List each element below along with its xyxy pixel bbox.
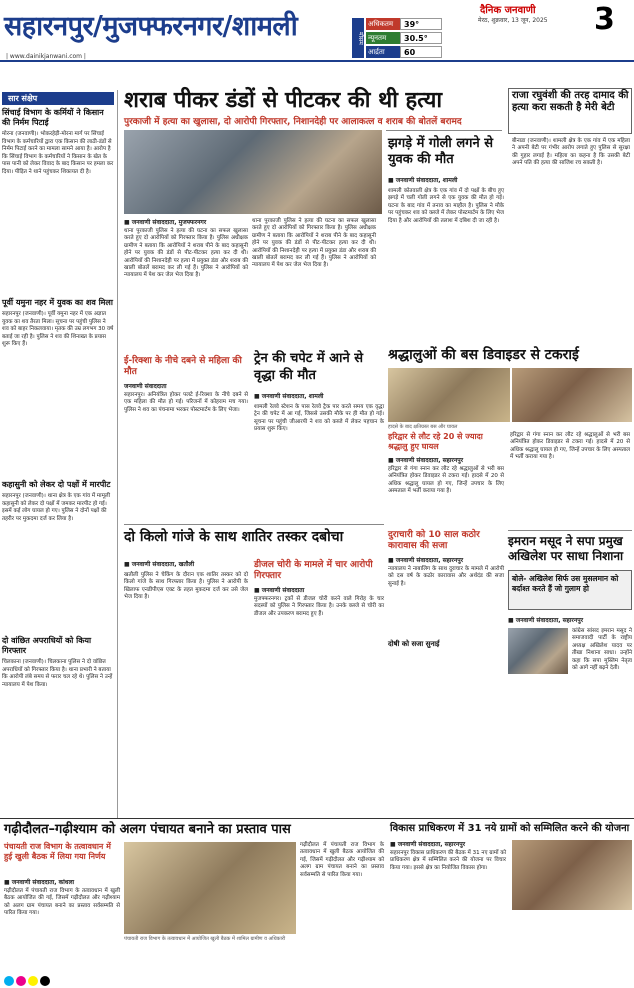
authority-photo <box>512 840 632 910</box>
website-url[interactable]: | www.dainikjanwani.com | <box>6 53 86 60</box>
sidebar-item <box>2 108 114 177</box>
story-body: खतौली पुलिस ने चेकिंग के दौरान एक शातिर तस्कर को दो किलो गांजे के साथ गिरफ्तार किया है। पुलिस ने आरोपी के खिलाफ एनडीपीएस एक्ट के तहत मुकदमा दर्ज कर उसे जेल भेज दिया है। <box>124 572 248 601</box>
story-byline: ■ जनवाणी संवाददाता, खतौली <box>124 561 195 568</box>
quote-body: बीनाडा (जनवाणी)। शामली क्षेत्र के एक गांव में एक महिला ने अपनी बेटी पर गंभीर आरोप लगाते हुए पुलिस से सुरक्षा की गुहार लगाई है। महिला का कहना है कि उसकी बेटी अपने पति की हत्या की साजिश रच सकती है। <box>512 138 630 167</box>
lead-headline: शराब पीकर डंडों से पीटकर की थी हत्या <box>124 88 443 113</box>
paper-logo: दैनिक जनवाणी <box>480 5 536 16</box>
sidebar-item-title: सिंचाई विभाग के कर्मियों ने किसान की निर्मम पिटाई <box>2 108 104 127</box>
lead-byline: ■ जनवाणी संवाददाता, मुजफ्फरनगर <box>124 219 207 226</box>
weather-min: न्यूनतम 30.5° <box>366 32 442 44</box>
story-headline: विकास प्राधिकरण में 31 नये ग्रामों को सम्मिलित करने की योजना <box>390 823 630 834</box>
story-body: गढ़ीदौलत में पंचायती राज विभाग के तत्वावधान में खुली बैठक आयोजित की गई, जिसमें गढ़ीदौलत और गढ़ीश्याम को अलग ग्राम पंचायत बनाने का प्रस्ताव सर्वसम्मति से पारित किया गया। <box>4 888 120 917</box>
publication-date: मेरठ, शुक्रवार, 13 जून, 2025 <box>478 17 548 24</box>
weather-box <box>352 18 444 62</box>
story-byline: ■ जनवाणी संवाददाता, शामली <box>254 393 324 400</box>
story-body: न्यायालय ने नाबालिग के साथ दुराचार के मामले में आरोपी को दस वर्ष के कठोर कारावास और अर्थदंड की सजा सुनाई है। <box>388 566 504 587</box>
story-headline: ट्रेन की चपेट में आने से वृद्धा की मौत <box>254 351 364 383</box>
story-byline: ■ जनवाणी संवाददाता, सहारनपुर <box>390 841 466 848</box>
story-headline: झगड़े में गोली लगने से युवक की मौत <box>388 136 493 167</box>
lead-body-cont: थाना पुरकाजी पुलिस ने हत्या की घटना का सफल खुलासा करते हुए दो आरोपियों को गिरफ्तार किया है। पुलिस अधीक्षक ग्रामीण ने बताया कि आरोपियों ने शराब पीने के बाद कहासुनी होने पर युवक की डंडों से पीट-पीटकर हत्या कर दी थी। आरोपियों की निशानदेही पर हत्या में प्रयुक्त डंडा और शराब की खाली बोतलें बरामद कर ली गई हैं। पुलिस ने आरोपियों को न्यायालय में पेश कर जेल भेज दिया है। <box>252 218 376 269</box>
story-byline: ■ जनवाणी संवाददाता, कांधला <box>4 879 75 886</box>
sidebar-label: सार संक्षेप <box>2 92 114 105</box>
story-headline: डीजल चोरी के मामले में चार आरोपी गिरफ्तार <box>254 560 373 581</box>
lead-subheadline: पुरकाजी में हत्या का खुलासा, दो आरोपी गिरफ्तार, निशानदेही पर आलाकत्ल व शराब की बोतलें बरामद <box>124 117 462 127</box>
lead-photo <box>124 130 382 214</box>
sidebar-item <box>2 298 114 349</box>
story-headline: ई-रिक्शा के नीचे दबने से महिला की मौत <box>124 356 242 377</box>
top-strip <box>0 64 634 86</box>
sidebar-item-body: सहारनपुर (जनवाणी)। पूर्वी यमुना नहर में एक अज्ञात युवक का शव तैरता मिला। सूचना पर पहुंची पुलिस ने शव को बाहर निकलवाया। मृतक की उम्र लगभग 30 वर्ष बताई जा रही है। पुलिस ने शव की शिनाख्त के प्रयास शुरू किए हैं। <box>2 311 114 348</box>
divider <box>124 524 384 525</box>
sidebar-item-title: कहासुनी को लेकर दो पक्षों में मारपीट <box>2 480 111 489</box>
story-body: सहारनपुर विकास प्राधिकरण की बैठक में 31 नए ग्रामों को प्राधिकरण क्षेत्र में सम्मिलित करने की योजना पर विचार किया गया। इससे क्षेत्र का नियोजित विकास होगा। <box>390 850 506 871</box>
story-byline: ■ जनवाणी संवाददाता, सहारनपुर <box>388 557 464 564</box>
divider <box>386 130 502 131</box>
story-body: कांग्रेस सांसद इमरान मसूद ने समाजवादी पार्टी के राष्ट्रीय अध्यक्ष अखिलेश यादव पर तीखा निशाना साधा। उन्होंने कहा कि सपा मुस्लिम नेतृत्व को आगे नहीं बढ़ने देती। <box>572 628 632 672</box>
edition-title: सहारनपुर/मुजफ्फरनगर/शामली <box>4 11 298 42</box>
photo-caption: हादसे के बाद क्षतिग्रस्त बस और घायल <box>388 424 458 430</box>
story-byline: ■ जनवाणी संवाददाता, सहारनपुर <box>388 457 464 464</box>
sidebar-item-body: मोरना (जनवाणी)। भोकरहेड़ी-मोरना मार्ग पर सिंचाई विभाग के कर्मचारियों द्वारा एक किसान की लाठी-डंडों से निर्मम पिटाई करने का मामला सामने आया है। आरोप है कि सिंचाई विभाग के कर्मचारियों ने किसान के खेत के पास पानी को लेकर विवाद के बाद किसान पर हमला कर दिया। पीड़ित ने थाने पहुंचकर शिकायत दी है। <box>2 131 114 175</box>
story-body: सहारनपुर। अनियंत्रित होकर पलटे ई-रिक्शा के नीचे दबने से एक महिला की मौत हो गई। परिजनों में कोहराम मच गया। पुलिस ने शव का पंचनामा भरकर पोस्टमार्टम के लिए भेजा। <box>124 392 248 413</box>
story-byline: ■ जनवाणी संवाददाता, सहारनपुर <box>508 617 584 624</box>
lead-body: थाना पुरकाजी पुलिस ने हत्या की घटना का सफल खुलासा करते हुए दो आरोपियों को गिरफ्तार किया है। पुलिस अधीक्षक ग्रामीण ने बताया कि आरोपियों ने शराब पीने के बाद कहासुनी होने पर युवक की डंडों से पीट-पीटकर हत्या कर दी थी। आरोपियों की निशानदेही पर हत्या में प्रयुक्त डंडा और शराब की खाली बोतलें बरामद कर ली गई हैं। पुलिस ने आरोपियों को न्यायालय में पेश कर जेल भेज दिया है। <box>124 228 248 279</box>
sidebar-item <box>2 480 114 523</box>
story-byline: ■ जनवाणी संवाददाता <box>254 587 305 594</box>
print-marks <box>0 976 634 988</box>
bus-photo <box>388 368 510 422</box>
story-body: शामली कोतवाली क्षेत्र के एक गांव में दो पक्षों के बीच हुए झगड़े में चली गोली लगने से एक युवक की मौत हो गई। घटना के बाद गांव में तनाव का माहौल है। पुलिस ने मौके पर पहुंचकर शव को कब्जे में लेकर पोस्टमार्टम के लिए भेज दिया है और आरोपियों की तलाश में दबिश दी जा रही है। <box>388 188 504 224</box>
sidebar-item-body: सहारनपुर (जनवाणी)। थाना क्षेत्र के एक गांव में मामूली कहासुनी को लेकर दो पक्षों में जमकर मारपीट हो गई। इसमें कई लोग घायल हो गए। पुलिस ने दोनों पक्षों की तहरीर पर मुकदमा दर्ज कर लिया है। <box>2 493 111 522</box>
story-box-title: पंचायती राज विभाग के तत्वावधान में हुई खुली बैठक में लिया गया निर्णय <box>4 842 111 861</box>
sidebar-item-body: चिलकाना (जनवाणी)। चिलकाना पुलिस ने दो वांछित अपराधियों को गिरफ्तार किया है। थाना प्रभारी ने बताया कि आरोपी लंबे समय से फरार चल रहे थे। पुलिस ने उन्हें न्यायालय में पेश किया। <box>2 659 113 688</box>
weather-max: अधिकतम 39° <box>366 18 442 30</box>
story-byline: जनवाणी संवाददाता <box>124 383 167 390</box>
story-byline: ■ जनवाणी संवाददाता, शामली <box>388 177 458 184</box>
injured-photo <box>512 368 632 422</box>
sidebar-item-title: दो वांछित अपराधियों को किया गिरफ्तार <box>2 636 92 655</box>
divider <box>0 818 634 819</box>
story-box-title: हरिद्वार से लौट रहे 20 से ज्यादा श्रद्धालु हुए घायल <box>388 432 483 451</box>
story-headline: इमरान मसूद ने सपा प्रमुख अखिलेश पर साधा निशाना <box>508 534 624 563</box>
story-headline: गढ़ीदौलत–गढ़ीश्याम को अलग पंचायत बनाने का प्रस्ताव पास <box>4 822 291 837</box>
meeting-photo <box>124 842 296 934</box>
story-headline: दो किलो गांजे के साथ शातिर तस्कर दबोचा <box>124 529 344 545</box>
story-body: शामली रेलवे स्टेशन के पास रेलवे ट्रैक पार करते समय एक वृद्धा ट्रेन की चपेट में आ गई, जिससे उसकी मौके पर ही मौत हो गई। सूचना पर पहुंची जीआरपी ने शव को कब्जे में लेकर पहचान के प्रयास शुरू किए। <box>254 404 384 433</box>
sidebar-item-title: पूर्वी यमुना नहर में युवक का शव मिला <box>2 298 113 307</box>
story-body: हरिद्वार से गंगा स्नान कर लौट रहे श्रद्धालुओं से भरी बस अनियंत्रित होकर डिवाइडर से टकरा गई। हादसे में 20 से अधिक श्रद्धालु घायल हो गए, जिन्हें उपचार के लिए अस्पताल में भर्ती कराया गया है। <box>388 466 504 495</box>
story-subhead: बोले- अखिलेश सिर्फ उस मुसलमान को बर्दाश्त करते हैं जो गुलाम हो <box>512 574 619 593</box>
story-headline: दुराचारी को 10 साल कठोर कारावास की सजा <box>388 530 480 551</box>
photo-caption: पंचायती राज विभाग के तत्वावधान में आयोजित खुली बैठक में शामिल ग्रामीण व अधिकारी <box>124 936 286 942</box>
story-body-cont: हरिद्वार से गंगा स्नान कर लौट रहे श्रद्धालुओं से भरी बस अनियंत्रित होकर डिवाइडर से टकरा गई। हादसे में 20 से अधिक श्रद्धालु घायल हो गए, जिन्हें उपचार के लिए अस्पताल में भर्ती कराया गया है। <box>510 432 630 461</box>
weather-humidity: आर्द्रता 60 <box>366 46 442 58</box>
story-body: मुजफ्फरनगर। ट्रकों से डीजल चोरी करने वाले गिरोह के चार सदस्यों को पुलिस ने गिरफ्तार किया है। उनके कब्जे से चोरी का डीजल और उपकरण बरामद हुए हैं। <box>254 596 384 617</box>
sidebar-item <box>2 636 114 689</box>
divider <box>508 530 632 531</box>
weather-label: मौसम <box>352 18 364 58</box>
story-subhead: दोषी को सजा सुनाई <box>388 640 440 648</box>
sidebar <box>0 90 118 818</box>
quote-headline: राजा रघुवंशी की तरह दामाद की हत्या करा सकती है मेरी बेटी <box>512 90 629 113</box>
story-headline: श्रद्धालुओं की बस डिवाइडर से टकराई <box>388 347 579 363</box>
politician-photo <box>508 628 568 674</box>
story-body-cont: गढ़ीदौलत में पंचायती राज विभाग के तत्वावधान में खुली बैठक आयोजित की गई, जिसमें गढ़ीदौलत और गढ़ीश्याम को अलग ग्राम पंचायत बनाने का प्रस्ताव सर्वसम्मति से पारित किया गया। <box>300 842 384 878</box>
page-number: 3 <box>594 2 615 37</box>
